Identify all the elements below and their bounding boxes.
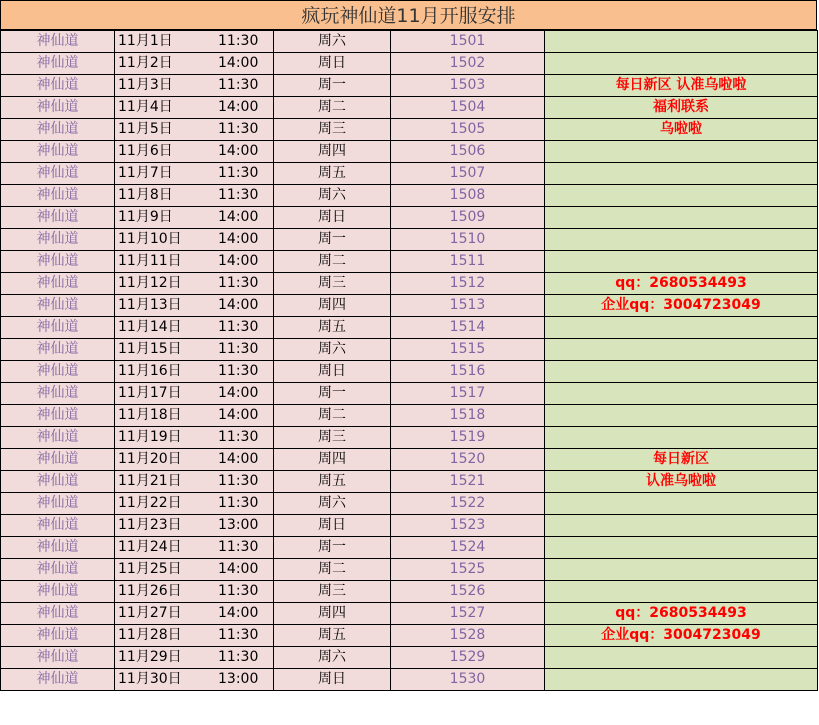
table-row [1, 251, 818, 273]
server-number-cell[interactable]: 1524 [391, 537, 545, 559]
date-time-cell[interactable] [115, 581, 274, 603]
date-text: 11月9日 [118, 209, 173, 225]
time-text: 11:30 [218, 583, 259, 599]
time-text: 14:00 [218, 407, 259, 423]
weekday-cell[interactable]: 周日 [274, 207, 391, 229]
time-text: 11:30 [218, 165, 259, 181]
time-text: 11:30 [218, 33, 259, 49]
date-time-cell[interactable] [115, 625, 274, 647]
table-row [1, 603, 818, 625]
date-text: 11月4日 [118, 99, 173, 115]
note-cell[interactable] [545, 405, 818, 427]
server-number-cell[interactable]: 1529 [391, 647, 545, 669]
game-name-cell[interactable]: 神仙道 [1, 493, 115, 515]
server-number-cell[interactable]: 1528 [391, 625, 545, 647]
time-text: 11:30 [218, 649, 259, 665]
game-name-cell[interactable]: 神仙道 [1, 603, 115, 625]
date-time-cell[interactable] [115, 647, 274, 669]
note-cell[interactable] [545, 229, 818, 251]
table-row [1, 185, 818, 207]
time-text: 14:00 [218, 561, 259, 577]
date-time-cell[interactable] [115, 141, 274, 163]
date-time-cell[interactable] [115, 449, 274, 471]
date-time-cell[interactable] [115, 537, 274, 559]
time-text: 11:30 [218, 275, 259, 291]
server-number-cell[interactable]: 1521 [391, 471, 545, 493]
server-number-cell[interactable]: 1511 [391, 251, 545, 273]
table-row [1, 207, 818, 229]
server-number-cell[interactable]: 1513 [391, 295, 545, 317]
date-time-cell[interactable] [115, 53, 274, 75]
weekday-cell[interactable]: 周三 [274, 581, 391, 603]
server-number-cell[interactable]: 1520 [391, 449, 545, 471]
table-row [1, 295, 818, 317]
game-name-cell[interactable]: 神仙道 [1, 669, 115, 691]
date-text: 11月17日 [118, 385, 182, 401]
date-text: 11月11日 [118, 253, 182, 269]
time-text: 14:00 [218, 99, 259, 115]
weekday-cell[interactable]: 周日 [274, 515, 391, 537]
table-row [1, 647, 818, 669]
time-text: 11:30 [218, 187, 259, 203]
weekday-cell[interactable]: 周日 [274, 669, 391, 691]
time-text: 13:00 [218, 517, 259, 533]
game-name-cell[interactable]: 神仙道 [1, 141, 115, 163]
game-name-cell[interactable]: 神仙道 [1, 53, 115, 75]
server-number-cell[interactable]: 1522 [391, 493, 545, 515]
date-time-cell[interactable] [115, 339, 274, 361]
sheet-title: 疯玩神仙道11月开服安排 [0, 0, 817, 30]
table-row [1, 669, 818, 691]
weekday-cell[interactable]: 周日 [274, 361, 391, 383]
table-row [1, 119, 818, 141]
game-name-cell[interactable]: 神仙道 [1, 449, 115, 471]
game-name-cell[interactable]: 神仙道 [1, 119, 115, 141]
time-text: 11:30 [218, 473, 259, 489]
date-text: 11月22日 [118, 495, 182, 511]
date-time-cell[interactable] [115, 493, 274, 515]
date-time-cell[interactable] [115, 515, 274, 537]
weekday-cell[interactable]: 周三 [274, 273, 391, 295]
time-text: 11:30 [218, 429, 259, 445]
note-cell[interactable] [545, 207, 818, 229]
server-number-cell[interactable]: 1518 [391, 405, 545, 427]
table-row [1, 449, 818, 471]
server-number-cell[interactable]: 1530 [391, 669, 545, 691]
note-cell[interactable]: 乌啦啦 [545, 119, 818, 141]
table-row [1, 361, 818, 383]
weekday-cell[interactable]: 周六 [274, 31, 391, 53]
date-time-cell[interactable] [115, 295, 274, 317]
date-text: 11月5日 [118, 121, 173, 137]
time-text: 11:30 [218, 495, 259, 511]
game-name-cell[interactable]: 神仙道 [1, 185, 115, 207]
weekday-cell[interactable]: 周四 [274, 449, 391, 471]
server-number-cell[interactable]: 1505 [391, 119, 545, 141]
game-name-cell[interactable]: 神仙道 [1, 515, 115, 537]
game-name-cell[interactable]: 神仙道 [1, 229, 115, 251]
server-number-cell[interactable]: 1504 [391, 97, 545, 119]
table-row [1, 625, 818, 647]
weekday-cell[interactable]: 周三 [274, 427, 391, 449]
weekday-cell[interactable]: 周五 [274, 471, 391, 493]
weekday-cell[interactable]: 周三 [274, 119, 391, 141]
weekday-cell[interactable]: 周一 [274, 75, 391, 97]
table-row [1, 515, 818, 537]
note-cell[interactable]: 企业qq：3004723049 [545, 295, 818, 317]
weekday-cell[interactable]: 周一 [274, 537, 391, 559]
note-cell[interactable] [545, 339, 818, 361]
server-number-cell[interactable]: 1514 [391, 317, 545, 339]
note-cell[interactable]: 企业qq：3004723049 [545, 625, 818, 647]
date-time-cell[interactable] [115, 251, 274, 273]
server-number-cell[interactable]: 1515 [391, 339, 545, 361]
note-cell[interactable] [545, 647, 818, 669]
server-number-cell[interactable]: 1527 [391, 603, 545, 625]
game-name-cell[interactable]: 神仙道 [1, 273, 115, 295]
table-row [1, 383, 818, 405]
date-text: 11月23日 [118, 517, 182, 533]
date-text: 11月10日 [118, 231, 182, 247]
time-text: 11:30 [218, 319, 259, 335]
note-cell[interactable] [545, 581, 818, 603]
server-number-cell[interactable]: 1507 [391, 163, 545, 185]
time-text: 11:30 [218, 539, 259, 555]
date-time-cell[interactable] [115, 185, 274, 207]
time-text: 14:00 [218, 231, 259, 247]
game-name-cell[interactable]: 神仙道 [1, 207, 115, 229]
server-number-cell[interactable]: 1502 [391, 53, 545, 75]
date-time-cell[interactable] [115, 383, 274, 405]
time-text: 14:00 [218, 143, 259, 159]
date-text: 11月26日 [118, 583, 182, 599]
table-row [1, 493, 818, 515]
table-row [1, 559, 818, 581]
date-time-cell[interactable] [115, 603, 274, 625]
server-number-cell[interactable]: 1508 [391, 185, 545, 207]
table-row [1, 471, 818, 493]
game-name-cell[interactable]: 神仙道 [1, 251, 115, 273]
table-row [1, 75, 818, 97]
weekday-cell[interactable]: 周五 [274, 625, 391, 647]
weekday-cell[interactable]: 周四 [274, 603, 391, 625]
server-number-cell[interactable]: 1519 [391, 427, 545, 449]
table-row [1, 317, 818, 339]
date-time-cell[interactable] [115, 163, 274, 185]
date-text: 11月7日 [118, 165, 173, 181]
note-cell[interactable] [545, 669, 818, 691]
time-text: 11:30 [218, 341, 259, 357]
game-name-cell[interactable]: 神仙道 [1, 295, 115, 317]
note-cell[interactable]: 认准乌啦啦 [545, 471, 818, 493]
schedule-table [0, 30, 818, 691]
weekday-cell[interactable]: 周日 [274, 53, 391, 75]
schedule-rows [1, 31, 818, 691]
weekday-cell[interactable]: 周四 [274, 295, 391, 317]
table-row [1, 273, 818, 295]
time-text: 11:30 [218, 121, 259, 137]
weekday-cell[interactable]: 周六 [274, 647, 391, 669]
note-cell[interactable]: 福利联系 [545, 97, 818, 119]
note-cell[interactable] [545, 383, 818, 405]
note-cell[interactable]: 每日新区 认准乌啦啦 [545, 75, 818, 97]
note-cell[interactable] [545, 493, 818, 515]
note-cell[interactable] [545, 53, 818, 75]
note-cell[interactable] [545, 537, 818, 559]
date-text: 11月6日 [118, 143, 173, 159]
server-number-cell[interactable]: 1503 [391, 75, 545, 97]
table-row [1, 53, 818, 75]
date-text: 11月20日 [118, 451, 182, 467]
time-text: 14:00 [218, 253, 259, 269]
game-name-cell[interactable]: 神仙道 [1, 317, 115, 339]
date-text: 11月14日 [118, 319, 182, 335]
weekday-cell[interactable]: 周五 [274, 317, 391, 339]
game-name-cell[interactable]: 神仙道 [1, 537, 115, 559]
time-text: 11:30 [218, 363, 259, 379]
weekday-cell[interactable]: 周二 [274, 405, 391, 427]
date-time-cell[interactable] [115, 471, 274, 493]
weekday-cell[interactable]: 周一 [274, 383, 391, 405]
date-text: 11月18日 [118, 407, 182, 423]
weekday-cell[interactable]: 周一 [274, 229, 391, 251]
time-text: 14:00 [218, 297, 259, 313]
date-text: 11月15日 [118, 341, 182, 357]
date-text: 11月12日 [118, 275, 182, 291]
note-cell[interactable] [545, 31, 818, 53]
date-text: 11月16日 [118, 363, 182, 379]
date-time-cell[interactable] [115, 361, 274, 383]
server-number-cell[interactable]: 1501 [391, 31, 545, 53]
weekday-cell[interactable]: 周二 [274, 559, 391, 581]
table-row [1, 163, 818, 185]
server-number-cell[interactable]: 1516 [391, 361, 545, 383]
note-cell[interactable]: qq：2680534493 [545, 603, 818, 625]
game-name-cell[interactable]: 神仙道 [1, 31, 115, 53]
server-number-cell[interactable]: 1526 [391, 581, 545, 603]
time-text: 14:00 [218, 209, 259, 225]
table-row [1, 405, 818, 427]
server-number-cell[interactable]: 1523 [391, 515, 545, 537]
date-time-cell[interactable] [115, 317, 274, 339]
note-cell[interactable]: qq：2680534493 [545, 273, 818, 295]
note-cell[interactable] [545, 361, 818, 383]
time-text: 14:00 [218, 385, 259, 401]
server-number-cell[interactable]: 1510 [391, 229, 545, 251]
time-text: 11:30 [218, 627, 259, 643]
date-time-cell[interactable] [115, 75, 274, 97]
server-number-cell[interactable]: 1509 [391, 207, 545, 229]
game-name-cell[interactable]: 神仙道 [1, 581, 115, 603]
game-name-cell[interactable]: 神仙道 [1, 647, 115, 669]
server-number-cell[interactable]: 1517 [391, 383, 545, 405]
note-cell[interactable] [545, 427, 818, 449]
server-number-cell[interactable]: 1512 [391, 273, 545, 295]
weekday-cell[interactable]: 周四 [274, 141, 391, 163]
note-cell[interactable] [545, 317, 818, 339]
date-text: 11月1日 [118, 33, 173, 49]
note-cell[interactable] [545, 141, 818, 163]
date-text: 11月8日 [118, 187, 173, 203]
game-name-cell[interactable]: 神仙道 [1, 75, 115, 97]
game-name-cell[interactable]: 神仙道 [1, 339, 115, 361]
date-text: 11月13日 [118, 297, 182, 313]
note-cell[interactable] [545, 185, 818, 207]
date-time-cell[interactable] [115, 559, 274, 581]
table-row [1, 229, 818, 251]
game-name-cell[interactable]: 神仙道 [1, 427, 115, 449]
date-text: 11月2日 [118, 55, 173, 71]
server-number-cell[interactable]: 1525 [391, 559, 545, 581]
game-name-cell[interactable]: 神仙道 [1, 97, 115, 119]
date-text: 11月30日 [118, 671, 182, 687]
game-name-cell[interactable]: 神仙道 [1, 405, 115, 427]
table-row [1, 427, 818, 449]
date-text: 11月27日 [118, 605, 182, 621]
table-row [1, 31, 818, 53]
game-name-cell[interactable]: 神仙道 [1, 625, 115, 647]
game-name-cell[interactable]: 神仙道 [1, 383, 115, 405]
date-text: 11月21日 [118, 473, 182, 489]
date-time-cell[interactable] [115, 273, 274, 295]
date-time-cell[interactable] [115, 669, 274, 691]
time-text: 14:00 [218, 451, 259, 467]
table-row [1, 581, 818, 603]
time-text: 11:30 [218, 77, 259, 93]
date-text: 11月3日 [118, 77, 173, 93]
weekday-cell[interactable]: 周二 [274, 97, 391, 119]
note-cell[interactable] [545, 251, 818, 273]
weekday-cell[interactable]: 周五 [274, 163, 391, 185]
game-name-cell[interactable]: 神仙道 [1, 559, 115, 581]
table-row [1, 141, 818, 163]
date-text: 11月28日 [118, 627, 182, 643]
note-cell[interactable] [545, 515, 818, 537]
table-row [1, 339, 818, 361]
server-number-cell[interactable]: 1506 [391, 141, 545, 163]
date-time-cell[interactable] [115, 229, 274, 251]
date-text: 11月19日 [118, 429, 182, 445]
time-text: 14:00 [218, 55, 259, 71]
game-name-cell[interactable]: 神仙道 [1, 163, 115, 185]
date-text: 11月29日 [118, 649, 182, 665]
note-cell[interactable] [545, 163, 818, 185]
weekday-cell[interactable]: 周六 [274, 339, 391, 361]
table-row [1, 97, 818, 119]
weekday-cell[interactable]: 周六 [274, 185, 391, 207]
weekday-cell[interactable]: 周二 [274, 251, 391, 273]
game-name-cell[interactable]: 神仙道 [1, 361, 115, 383]
table-row [1, 537, 818, 559]
date-text: 11月25日 [118, 561, 182, 577]
date-text: 11月24日 [118, 539, 182, 555]
date-time-cell[interactable] [115, 119, 274, 141]
date-time-cell[interactable] [115, 427, 274, 449]
weekday-cell[interactable]: 周六 [274, 493, 391, 515]
note-cell[interactable] [545, 559, 818, 581]
game-name-cell[interactable]: 神仙道 [1, 471, 115, 493]
time-text: 14:00 [218, 605, 259, 621]
date-time-cell[interactable] [115, 31, 274, 53]
time-text: 13:00 [218, 671, 259, 687]
note-cell[interactable]: 每日新区 [545, 449, 818, 471]
date-time-cell[interactable] [115, 97, 274, 119]
date-time-cell[interactable] [115, 207, 274, 229]
date-time-cell[interactable] [115, 405, 274, 427]
